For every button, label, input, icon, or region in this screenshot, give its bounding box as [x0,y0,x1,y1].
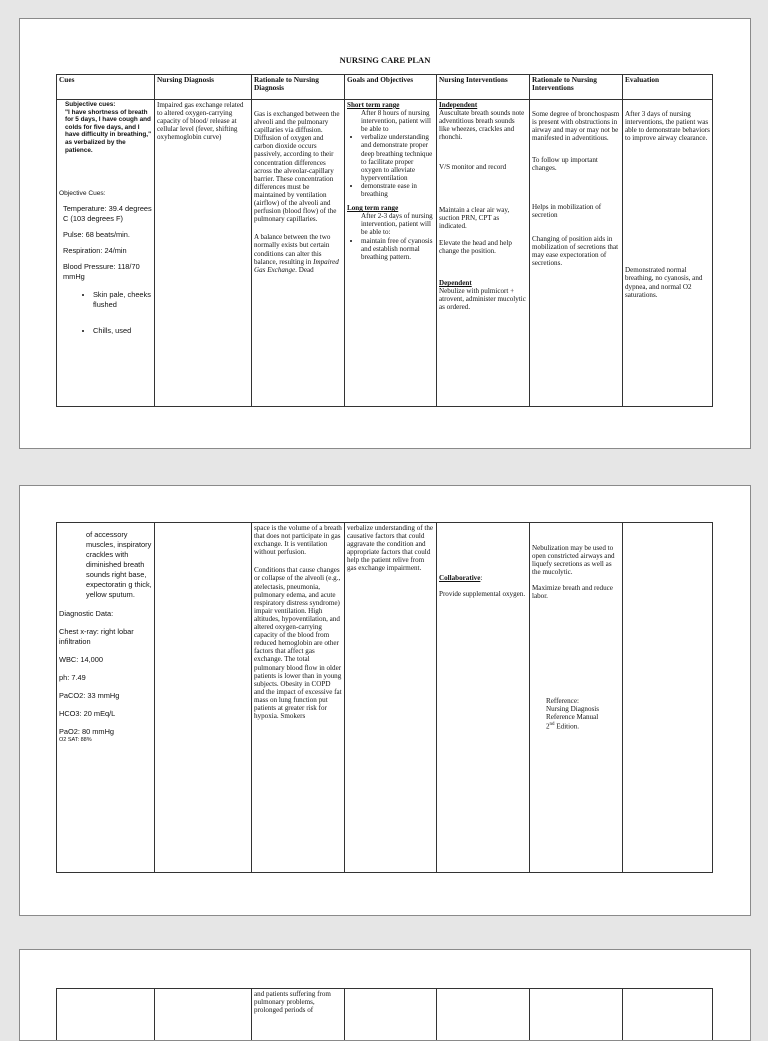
rationale-text: A balance between the two normally exists but certain conditions can alter this balance, resulting in [254,233,330,265]
reference-label: Refference: [546,697,620,705]
rationale-diagnosis-cell [252,100,345,407]
rationale-item: Maximize breath and reduce labor. [532,584,620,600]
rationale-paragraph: Conditions that cause changes or collapse of the alveoli (e.g., atelectasis, pneumonia, pulmonary edema, and acute respiratory distress syndrome) impair ventilation. High altitudes, hypoventilation, and altered oxygen-carrying capacity of the blood from reduced hemoglobin are other factors that affect gas exchange. The total pulmonary blood flow in older patients is lower than in young subjects. Obesity in COPD and the impact of excessive fat mass on lung function put patients at greater risk for hypoxia. Smokers [254,566,342,720]
subjective-heading: Subjective cues: [65,101,152,109]
edition-label: Edition. [555,722,579,730]
intervention-item: V/S monitor and record [439,163,527,171]
diagnostic-item: ph: 7.49 [59,673,152,683]
rationale-diagnosis-cell: and patients suffering from pulmonary problems, prolonged periods of [252,989,345,1041]
objective-item: Respiration: 24/min [63,246,152,256]
long-term-heading: Long term range [347,204,434,212]
rationale-interventions-cell [530,523,623,873]
list-item: • Chills, used [93,326,152,336]
objective-cues [59,204,152,282]
rationale-item: Nebulization may be used to open constricted airways and liquefy secretions as well as the mucolytic. [532,544,620,576]
care-plan-table [56,74,713,407]
header-goals: Goals and Objectives [345,75,437,100]
rationale-paragraph: Gas is exchanged between the alveoli and the pulmonary capillaries via diffusion. Diffusion of oxygen and carbon dioxide occurs passively, according to their concentration differences across the alveolar-capillary barrier. These concentration differences must be maintained by ventilation (airflow) of the alveoli and perfusion (blood flow) of the pulmonary capillaries. [254,110,342,223]
collaborative-text: Provide supplemental oxygen. [439,590,527,598]
interventions-cell [437,523,530,873]
diagnostic-item: WBC: 14,000 [59,655,152,665]
cues-cell [57,100,155,407]
goals-cell [345,100,437,407]
rationale-item: Helps in mobilization of secretion [532,203,620,219]
page-title: NURSING CARE PLAN [20,55,750,65]
header-evaluation: Evaluation [623,75,713,100]
evaluation-cell [623,100,713,407]
evaluation-cell [623,989,713,1041]
reference-block [546,697,620,731]
diagnostic-item: PaO2: 80 mmHg [59,727,152,737]
cues-cell [57,523,155,873]
header-interventions: Nursing Interventions [437,75,530,100]
diagnosis-cell: Impaired gas exchange related to altered oxygen-carrying capacity of blood/ release at cellular level (fever, shifting oxyhemoglobin curve) [155,100,252,407]
intervention-item: Elevate the head and help change the position. [439,239,527,255]
evaluation-item: After 3 days of nursing interventions, the patient was able to demonstrate behaviors to improve airway clearance. [625,110,710,142]
diagnostic-item: HCO3: 20 mEq/L [59,709,152,719]
diagnostic-item: PaCO2: 33 mmHg [59,691,152,701]
list-item: • maintain free of cyanosis and establish normal breathing pattern. [361,237,434,261]
independent-heading: Independent [439,101,527,109]
rationale-paragraph [254,233,342,273]
objective-item: Temperature: 39.4 degrees C (103 degrees F) [63,204,152,224]
goals-cell: verbalize understanding of the causative factors that could aggravate the condition and appropriate factors that could help the patient relive from gas exchange impairment. [345,523,437,873]
intervention-item: Maintain a clear air way, suction PRN, CPT as indicated. [439,206,527,230]
document-page-2 [19,485,751,916]
diagnostic-heading: Diagnostic Data: [59,609,152,619]
objective-bullet-list [59,290,152,336]
objective-heading: Objective Cues: [59,190,152,198]
short-term-intro: After 8 hours of nursing intervention, patient will be able to [361,109,434,133]
collaborative-label: Collaborative [439,574,480,582]
header-nursing-diagnosis: Nursing Diagnosis [155,75,252,100]
table-row [57,100,713,407]
rationale-item: Changing of position aids in mobilization of secretions that may ease expectoration of secretions. [532,235,620,267]
diagnosis-cell [155,989,252,1041]
reference-text: Nursing Diagnosis Reference Manual [546,705,620,721]
table-row [57,523,713,873]
evaluation-item: Demonstrated normal breathing, no cyanosis, and dypnea, and normal O2 saturations. [625,266,710,298]
rationale-text: . Dead [295,266,314,274]
short-term-list [347,133,434,198]
list-item: • Skin pale, cheeks flushed [93,290,152,310]
long-term-list [347,237,434,261]
dependent-heading: Dependent [439,279,527,287]
list-item: • demonstrate ease in breathing [361,182,434,198]
dependent-text: Nebulize with pulmicort + atrovent, administer mucolytic as ordered. [439,287,527,311]
list-item: • verbalize understanding and demonstrate proper deep breathing technique to facilitate proper oxygen to alleviate hyperventilation [361,133,434,182]
long-term-intro: After 2-3 days of nursing intervention, patient will be able to: [361,212,434,236]
header-cues: Cues [57,75,155,100]
collaborative-heading: Collaborative: [439,574,527,582]
document-page-1 [19,18,751,449]
reference-edition [546,721,620,730]
header-rationale-diagnosis: Rationale to Nursing Diagnosis [252,75,345,100]
rationale-item: Some degree of bronchospasm is present with obstructions in airway and may or may not be manifested in adventitious. [532,110,620,142]
interventions-cell [437,100,530,407]
care-plan-table-continued-2 [56,988,713,1041]
diagnosis-cell [155,523,252,873]
table-row [57,989,713,1041]
objective-item: Pulse: 68 beats/min. [63,230,152,240]
cues-cell [57,989,155,1041]
rationale-emphasis: Impaired Gas Exchange [254,258,339,274]
table-header-row [57,75,713,100]
rationale-diagnosis-cell [252,523,345,873]
cues-continued: of accessory muscles, inspiratory crackles with diminished breath sounds right base, expectoratin g thick, yellow sputum. [59,530,152,600]
rationale-item: To follow up important changes. [532,156,620,172]
rationale-interventions-cell [530,989,623,1041]
document-page-3 [19,949,751,1041]
edition-number: 2 [546,722,550,730]
rationale-interventions-cell [530,100,623,407]
intervention-item: Auscultate breath sounds note adventitious breath sounds like wheezes, crackles and rhonchi. [439,109,527,141]
subjective-text: "I have shortness of breath for 5 days, I have cough and colds for five days, and I have difficulty in breathing," as verbalized by the patience. [65,109,152,155]
rationale-paragraph: space is the volume of a breath that does not participate in gas exchange. It is ventilation without perfusion. [254,524,342,556]
subjective-cues [59,101,152,154]
evaluation-cell [623,523,713,873]
short-term-heading: Short term range [347,101,434,109]
diagnostic-item: Chest x-ray: right lobar infiltration [59,627,152,647]
o2-saturation: O2 SAT: 88% [59,737,152,743]
objective-item: Blood Pressure: 118/70 mmHg [63,262,152,282]
goals-cell [345,989,437,1041]
edition-suffix: nd [550,722,555,727]
header-rationale-interventions: Rationale to Nursing Interventions [530,75,623,100]
care-plan-table-continued [56,522,713,873]
interventions-cell [437,989,530,1041]
